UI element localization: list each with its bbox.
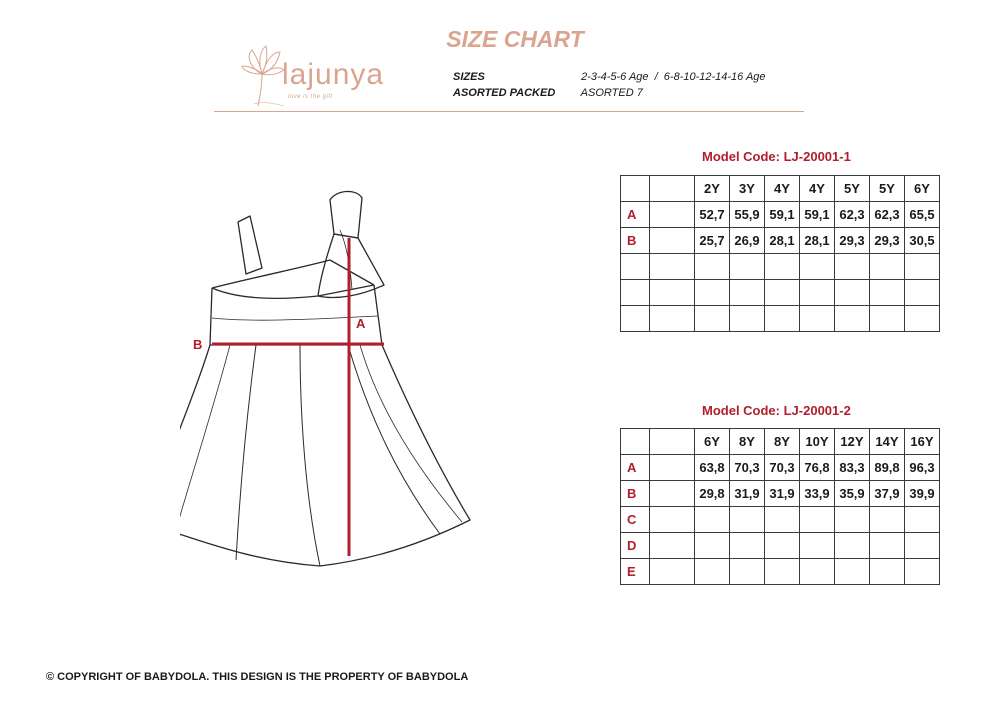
blank-cell	[650, 429, 695, 455]
row-label: A	[621, 202, 650, 228]
value-cell: 83,3	[835, 455, 870, 481]
value-cell	[765, 280, 800, 306]
row-label: A	[621, 455, 650, 481]
blank-cell	[650, 228, 695, 254]
table-row	[621, 202, 940, 228]
table-row	[621, 559, 940, 585]
value-cell	[765, 533, 800, 559]
value-cell: 96,3	[905, 455, 940, 481]
corner-cell	[621, 429, 650, 455]
value-cell: 52,7	[695, 202, 730, 228]
value-cell	[800, 306, 835, 332]
sizes-label: SIZES	[453, 71, 485, 83]
value-cell: 29,3	[870, 228, 905, 254]
size-table-1	[620, 175, 940, 332]
measure-label-b: B	[193, 337, 203, 352]
blank-cell	[650, 507, 695, 533]
value-cell: 62,3	[870, 202, 905, 228]
value-cell: 28,1	[765, 228, 800, 254]
value-cell	[870, 280, 905, 306]
value-cell: 28,1	[800, 228, 835, 254]
product-info	[453, 69, 766, 101]
model-code-1: Model Code: LJ-20001-1	[702, 149, 851, 164]
brand-name: lajunya	[282, 58, 385, 91]
row-label: E	[621, 559, 650, 585]
value-cell: 89,8	[870, 455, 905, 481]
row-label	[621, 280, 650, 306]
value-cell	[765, 559, 800, 585]
value-cell	[730, 507, 765, 533]
size-header: 8Y	[765, 429, 800, 455]
size-header: 5Y	[835, 176, 870, 202]
value-cell	[730, 559, 765, 585]
blank-cell	[650, 254, 695, 280]
size-header: 16Y	[905, 429, 940, 455]
value-cell	[835, 559, 870, 585]
blank-cell	[650, 481, 695, 507]
value-cell: 76,8	[800, 455, 835, 481]
blank-cell	[650, 533, 695, 559]
value-cell	[765, 507, 800, 533]
value-cell	[905, 280, 940, 306]
value-cell	[695, 559, 730, 585]
value-cell: 30,5	[905, 228, 940, 254]
value-cell: 55,9	[730, 202, 765, 228]
value-cell	[695, 254, 730, 280]
table-row	[621, 306, 940, 332]
value-cell	[730, 254, 765, 280]
value-cell: 70,3	[730, 455, 765, 481]
size-header: 14Y	[870, 429, 905, 455]
row-label: B	[621, 481, 650, 507]
value-cell	[695, 280, 730, 306]
value-cell	[730, 280, 765, 306]
packed-value: ASORTED 7	[580, 87, 643, 99]
table-row	[621, 507, 940, 533]
page-title: SIZE CHART	[446, 26, 584, 52]
value-cell	[835, 306, 870, 332]
value-cell	[905, 306, 940, 332]
value-cell: 37,9	[870, 481, 905, 507]
value-cell	[695, 306, 730, 332]
packed-label: ASORTED PACKED	[453, 87, 556, 99]
value-cell	[905, 559, 940, 585]
table-row	[621, 481, 940, 507]
size-header: 3Y	[730, 176, 765, 202]
value-cell	[800, 507, 835, 533]
sizes-value: 2-3-4-5-6 Age / 6-8-10-12-14-16 Age	[581, 71, 766, 83]
value-cell	[905, 254, 940, 280]
size-header: 2Y	[695, 176, 730, 202]
table-header-row	[621, 429, 940, 455]
size-header: 6Y	[695, 429, 730, 455]
header-divider	[214, 111, 804, 112]
blank-cell	[650, 176, 695, 202]
size-header: 6Y	[905, 176, 940, 202]
table-row	[621, 254, 940, 280]
value-cell: 65,5	[905, 202, 940, 228]
value-cell	[835, 280, 870, 306]
row-label: C	[621, 507, 650, 533]
table-row	[621, 455, 940, 481]
measure-label-a: A	[356, 316, 366, 331]
blank-cell	[650, 559, 695, 585]
model-code-2: Model Code: LJ-20001-2	[702, 403, 851, 418]
row-label: B	[621, 228, 650, 254]
table-header-row	[621, 176, 940, 202]
value-cell: 25,7	[695, 228, 730, 254]
value-cell	[870, 254, 905, 280]
corner-cell	[621, 176, 650, 202]
value-cell	[835, 533, 870, 559]
value-cell: 35,9	[835, 481, 870, 507]
value-cell: 31,9	[730, 481, 765, 507]
brand-logo	[240, 44, 420, 110]
table-row	[621, 280, 940, 306]
packed-row	[453, 85, 766, 101]
table-row	[621, 533, 940, 559]
value-cell: 59,1	[800, 202, 835, 228]
value-cell: 33,9	[800, 481, 835, 507]
value-cell	[730, 306, 765, 332]
value-cell	[695, 533, 730, 559]
size-header: 10Y	[800, 429, 835, 455]
value-cell: 39,9	[905, 481, 940, 507]
value-cell	[800, 280, 835, 306]
value-cell: 26,9	[730, 228, 765, 254]
value-cell	[730, 533, 765, 559]
row-label	[621, 306, 650, 332]
size-header: 4Y	[765, 176, 800, 202]
row-label: D	[621, 533, 650, 559]
value-cell	[905, 533, 940, 559]
blank-cell	[650, 280, 695, 306]
size-table-2	[620, 428, 940, 585]
size-header: 8Y	[730, 429, 765, 455]
value-cell	[765, 306, 800, 332]
value-cell	[870, 533, 905, 559]
value-cell	[800, 254, 835, 280]
value-cell: 29,8	[695, 481, 730, 507]
size-header: 5Y	[870, 176, 905, 202]
size-header: 12Y	[835, 429, 870, 455]
value-cell: 29,3	[835, 228, 870, 254]
value-cell: 62,3	[835, 202, 870, 228]
value-cell	[765, 254, 800, 280]
value-cell	[800, 559, 835, 585]
blank-cell	[650, 455, 695, 481]
blank-cell	[650, 202, 695, 228]
size-header: 4Y	[800, 176, 835, 202]
copyright-notice: © COPYRIGHT OF BABYDOLA. THIS DESIGN IS THE PROPERTY OF BABYDOLA	[46, 671, 469, 683]
value-cell	[905, 507, 940, 533]
value-cell	[835, 507, 870, 533]
value-cell: 70,3	[765, 455, 800, 481]
value-cell	[870, 507, 905, 533]
blank-cell	[650, 306, 695, 332]
table-row	[621, 228, 940, 254]
value-cell: 31,9	[765, 481, 800, 507]
value-cell	[835, 254, 870, 280]
brand-tagline: love is the gift	[288, 94, 333, 100]
value-cell: 59,1	[765, 202, 800, 228]
row-label	[621, 254, 650, 280]
value-cell	[695, 507, 730, 533]
value-cell: 63,8	[695, 455, 730, 481]
dress-illustration	[180, 180, 490, 580]
sizes-row	[453, 69, 766, 85]
value-cell	[800, 533, 835, 559]
value-cell	[870, 559, 905, 585]
value-cell	[870, 306, 905, 332]
